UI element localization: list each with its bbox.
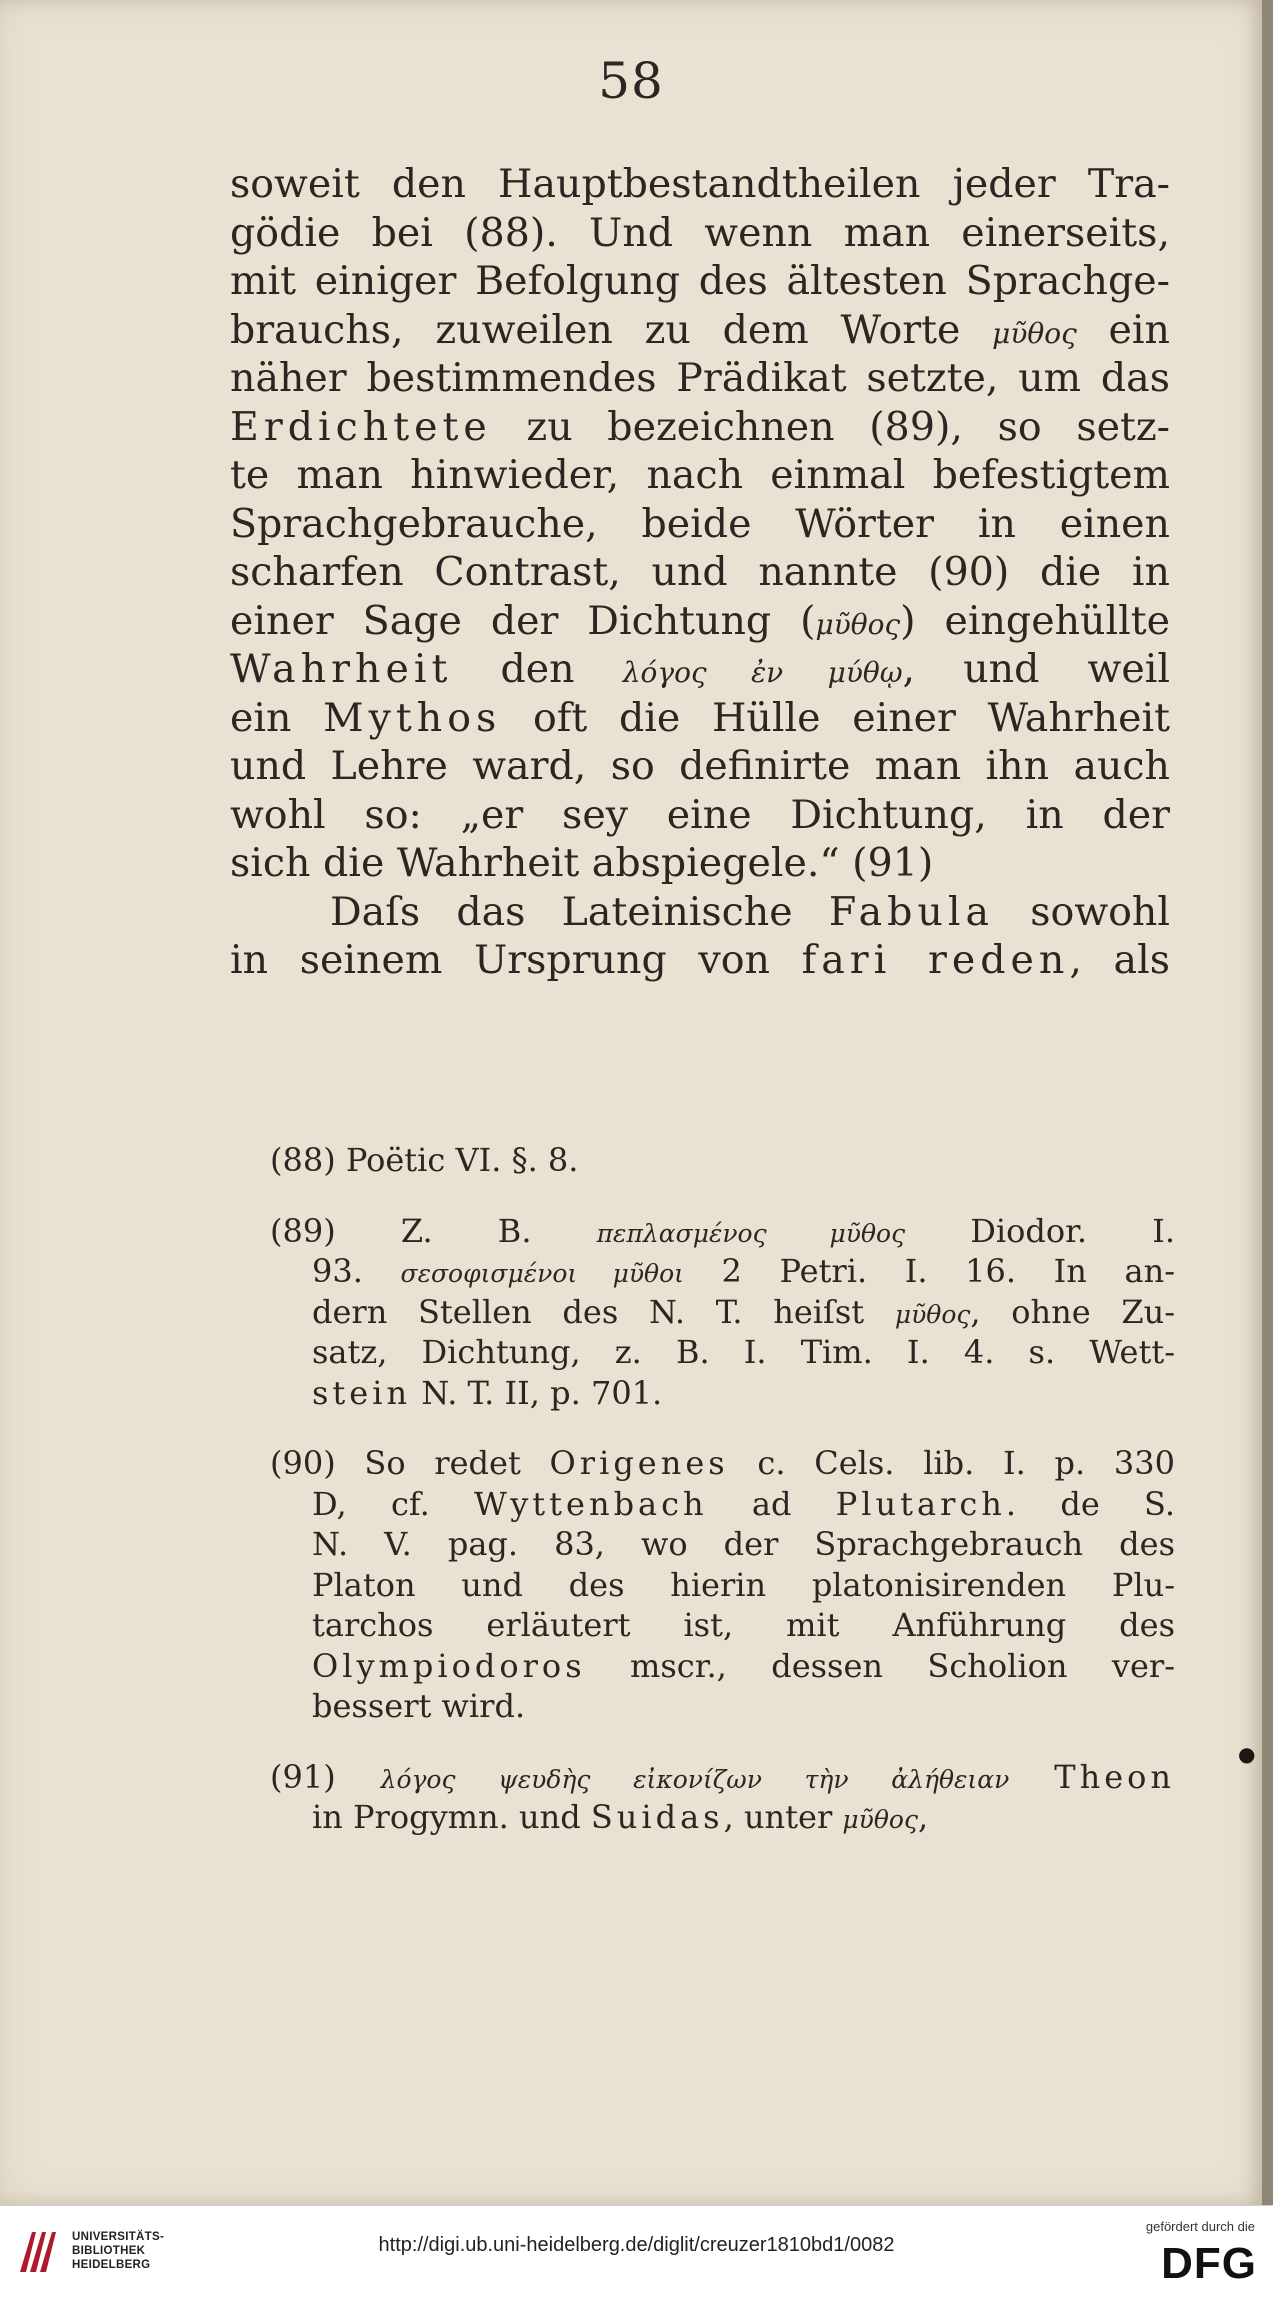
text-line: [230, 500, 1170, 549]
text-segment: , als: [1069, 937, 1170, 983]
text-line: [230, 791, 1170, 840]
text-segment: N. V. pag. 83, wo der Sprachgebrauch des: [312, 1525, 1175, 1563]
text-segment: mscr., dessen Scholion ver-: [585, 1646, 1175, 1685]
text-segment: ,: [917, 1798, 929, 1836]
text-segment: zu bezeichnen (89), so setz-: [491, 403, 1170, 450]
text-line: [230, 257, 1170, 306]
text-segment: den: [452, 646, 623, 692]
footnote-line: [270, 1605, 1175, 1646]
permalink-url[interactable]: http://digi.ub.uni-heidelberg.de/diglit/creuzer1810bd1/0082: [378, 2234, 895, 2256]
text-line: [230, 839, 1170, 888]
footnote: [270, 1211, 1175, 1414]
text-segment: in seinem Ursprung von: [230, 937, 802, 983]
text-segment: 2 Petri. I. 16. In an-: [683, 1252, 1176, 1290]
text-line: [230, 403, 1170, 452]
footnote-line: [270, 1140, 1175, 1181]
spaced-emphasis: Origenes: [549, 1444, 729, 1482]
text-segment: (88) Poëtic VI. §. 8.: [270, 1141, 579, 1179]
greek-text: σεσοφισμένοι μῦθοι: [400, 1259, 684, 1288]
text-line: [230, 888, 1170, 937]
text-segment: , unter: [723, 1798, 843, 1836]
text-segment: [1009, 1758, 1054, 1796]
institution-line: UNIVERSITÄTS-: [72, 2231, 165, 2243]
dfg-caption: gefördert durch die: [1145, 2219, 1255, 2234]
text-line: [230, 451, 1170, 500]
footnote-line: [270, 1524, 1175, 1565]
text-line: [230, 209, 1170, 258]
text-line: [230, 936, 1170, 985]
text-line: [230, 354, 1170, 403]
institution-line: BIBLIOTHEK: [72, 2245, 146, 2257]
text-segment: scharfen Contrast, und nannte (90) die in: [230, 549, 1170, 595]
institution-line: HEIDELBERG: [72, 2259, 151, 2271]
text-line: [230, 306, 1170, 355]
text-segment: und Lehre ward, so definirte man ihn auch: [230, 743, 1170, 789]
greek-text: πεπλασμένος μῦθος: [596, 1218, 906, 1248]
text-segment: . de S.: [1005, 1484, 1175, 1523]
text-segment: soweit den Hauptbestandtheilen jeder Tra-: [230, 161, 1170, 207]
footnote-line: [270, 1251, 1175, 1292]
footnote-line: [270, 1373, 1175, 1414]
text-segment: Platon und des hierin platonisirenden Plu-: [312, 1565, 1175, 1604]
footnote: [270, 1757, 1175, 1838]
footnote-line: [270, 1565, 1175, 1606]
text-line: [230, 160, 1170, 209]
spaced-emphasis: Mythos: [323, 694, 502, 741]
text-line: [230, 597, 1170, 646]
footnote-line: [270, 1686, 1175, 1727]
text-line: [230, 694, 1170, 743]
greek-text: μῦθος: [894, 1299, 971, 1329]
text-segment: , und weil: [902, 646, 1170, 692]
footnote-line: [270, 1292, 1175, 1333]
text-segment: ) eingehüllte: [900, 597, 1170, 644]
footnote-line: [270, 1757, 1175, 1798]
text-segment: Diodor. I.: [905, 1211, 1176, 1250]
main-text-block: [230, 160, 1170, 985]
text-line: [230, 742, 1170, 791]
greek-text: λόγος ἐν μύθῳ: [622, 656, 903, 689]
text-line: [230, 548, 1170, 597]
footnote-line: [270, 1646, 1175, 1687]
text-segment: 93.: [312, 1252, 401, 1290]
greek-text: μῦθος: [815, 607, 901, 641]
text-segment: (89) Z. B.: [270, 1211, 597, 1250]
spaced-emphasis: Plutarch: [835, 1484, 1006, 1523]
spaced-emphasis: Olympiodoros: [312, 1646, 586, 1685]
text-segment: satz, Dichtung, z. B. I. Tim. I. 4. s. Wett-: [312, 1333, 1175, 1371]
greek-text: μῦθος: [842, 1805, 918, 1834]
text-segment: bessert wird.: [312, 1687, 526, 1725]
footnote-line: [270, 1484, 1175, 1525]
greek-text: μῦθος: [992, 316, 1077, 350]
text-segment: (90) So redet: [270, 1444, 550, 1482]
text-segment: näher bestimmendes Prädikat setzte, um das: [230, 355, 1170, 401]
text-segment: in Progymn. und: [312, 1798, 591, 1836]
text-segment: brauchs, zuweilen zu dem Worte: [230, 306, 993, 353]
page-number: 58: [598, 52, 664, 110]
spaced-emphasis: Fabula: [828, 888, 995, 935]
footnote-line: [270, 1443, 1175, 1484]
text-segment: mit einiger Befolgung des ältesten Sprachge-: [230, 258, 1170, 304]
text-segment: gödie bei (88). Und wenn man einerseits,: [230, 209, 1170, 256]
footnote: [270, 1140, 1175, 1181]
footnotes-block: [270, 1140, 1175, 1868]
page-edge-shadow: [1262, 0, 1273, 2205]
spaced-emphasis: Erdichtete: [230, 403, 492, 450]
footnote-line: [270, 1797, 1175, 1838]
text-segment: wohl so: „er sey eine Dichtung, in der: [230, 791, 1170, 838]
spaced-emphasis: Wahrheit: [230, 646, 453, 692]
text-segment: te man hinwieder, nach einmal befestigtem: [230, 452, 1170, 498]
text-segment: oft die Hülle einer Wahrheit: [501, 694, 1170, 741]
ink-speck: ●: [1238, 1742, 1256, 1766]
text-segment: Sprachgebrauche, beide Wörter in einen: [230, 500, 1170, 547]
spaced-emphasis: fari reden: [801, 937, 1070, 983]
spaced-emphasis: Theon: [1054, 1757, 1175, 1796]
footnote-line: [270, 1332, 1175, 1373]
footnote-line: [270, 1211, 1175, 1252]
text-segment: dern Stellen des N. T. heiſst: [312, 1292, 895, 1331]
text-segment: N. T. II, p. 701.: [411, 1373, 663, 1412]
viewer-footer: [0, 2205, 1273, 2299]
text-segment: , ohne Zu-: [970, 1292, 1175, 1331]
text-segment: (91): [270, 1757, 381, 1796]
text-line: [230, 645, 1170, 694]
text-segment: sich die Wahrheit abspiegele.“ (91): [230, 840, 934, 886]
greek-text: λόγος ψευδὴς εἰκονίζων τὴν ἀλήθειαν: [380, 1764, 1010, 1794]
text-segment: tarchos erläutert ist, mit Anführung des: [312, 1606, 1175, 1644]
spaced-emphasis: Suidas: [590, 1798, 724, 1836]
text-segment: ein: [1076, 306, 1170, 353]
spaced-emphasis: stein: [312, 1373, 412, 1412]
text-segment: sowohl: [994, 888, 1170, 935]
footnote: [270, 1443, 1175, 1727]
text-segment: einer Sage der Dichtung (: [230, 597, 816, 644]
spaced-emphasis: Wyttenbach: [474, 1484, 708, 1523]
text-segment: c. Cels. lib. I. p. 330: [728, 1444, 1176, 1482]
text-segment: D, cf.: [312, 1484, 475, 1523]
text-segment: ein: [230, 694, 324, 741]
text-segment: ad: [707, 1484, 836, 1523]
dfg-logo: DFG: [1161, 2239, 1257, 2288]
text-segment: Daſs das Lateinische: [330, 888, 829, 935]
